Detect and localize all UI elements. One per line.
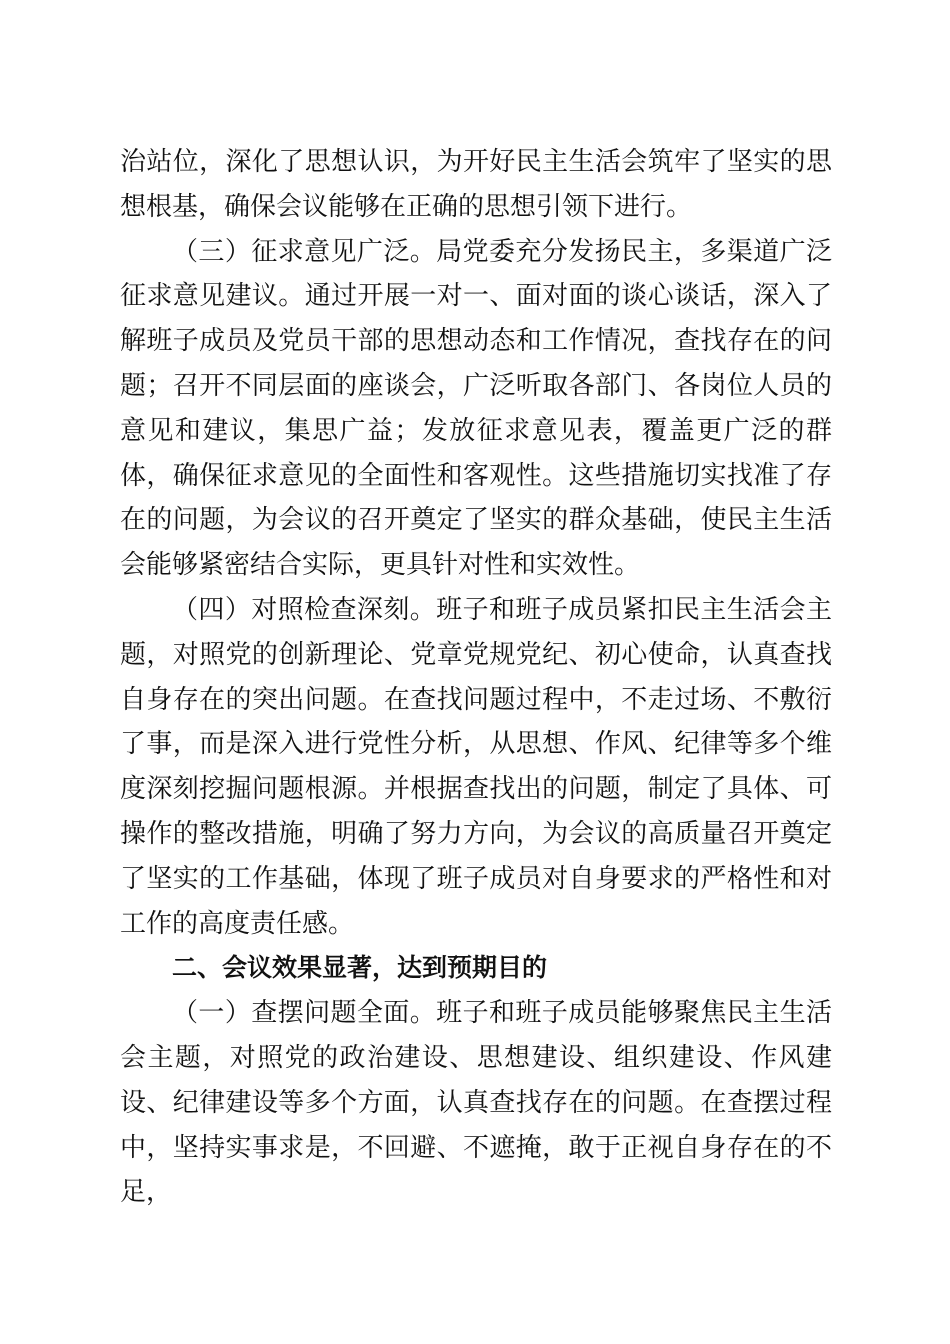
paragraph-section-3-opinions: （三）征求意见广泛。局党委充分发扬民主，多渠道广泛征求意见建议。通过开展一对一、面对面的谈心谈话，深入了解班子成员及党员干部的思想动态和工作情况，查找存在的问题；召开不同层面的座谈会，广泛听取各部门、各岗位人员的意见和建议，集思广益；发放征求意见表，覆盖更广泛的群体，确保征求意见的全面性和客观性。这些措施切实找准了存在的问题，为会议的召开奠定了坚实的群众基础，使民主生活会能够紧密结合实际，更具针对性和实效性。 <box>120 236 832 581</box>
paragraph-continuation: 治站位，深化了思想认识，为开好民主生活会筑牢了坚实的思想根基，确保会议能够在正确的思想引领下进行。 <box>120 147 832 222</box>
section-heading-2: 二、会议效果显著，达到预期目的 <box>172 953 548 983</box>
document-body <box>120 140 832 1215</box>
paragraph-section-4-self-examination: （四）对照检查深刻。班子和班子成员紧扣民主生活会主题，对照党的创新理论、党章党规党纪、初心使命，认真查找自身存在的突出问题。在查找问题过程中，不走过场、不敷衍了事，而是深入进行党性分析，从思想、作风、纪律等多个维度深刻挖掘问题根源。并根据查找出的问题，制定了具体、可操作的整改措施，明确了努力方向，为会议的高质量召开奠定了坚实的工作基础，体现了班子成员对自身要求的严格性和对工作的高度责任感。 <box>120 594 832 939</box>
paragraph-section-1-problems: （一）查摆问题全面。班子和班子成员能够聚焦民主生活会主题，对照党的政治建设、思想建设、组织建设、作风建设、纪律建设等多个方面，认真查找存在的问题。在查摆过程中，坚持实事求是，不回避、不遮掩，敢于正视自身存在的不足， <box>120 998 832 1208</box>
